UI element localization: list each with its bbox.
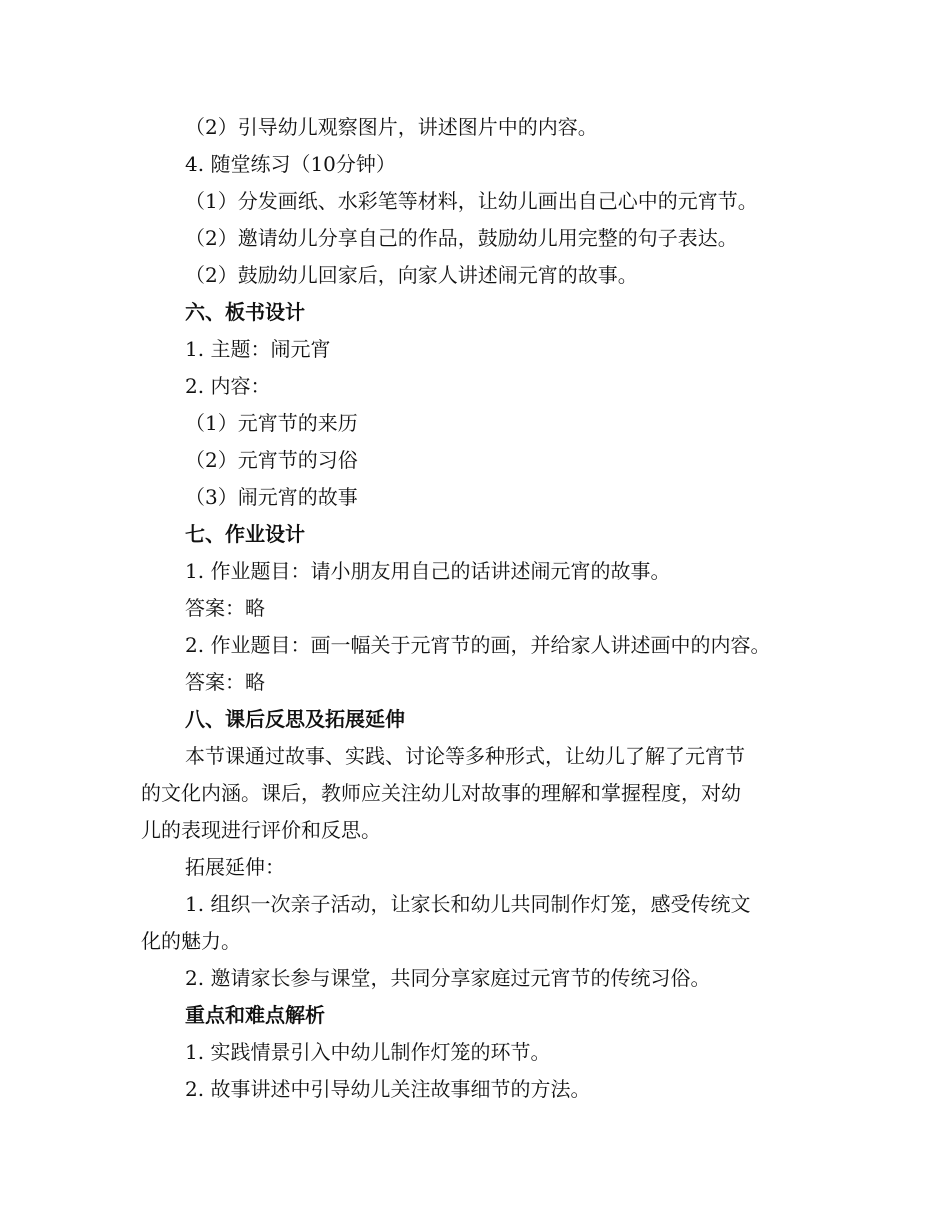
text-line: （1）元宵节的来历: [185, 411, 358, 435]
section-heading: 八、课后反思及拓展延伸: [185, 707, 405, 731]
text-line: （2）引导幼儿观察图片，讲述图片中的内容。: [185, 115, 598, 139]
section-heading: 六、板书设计: [185, 300, 305, 324]
text-line: 拓展延伸：: [185, 855, 285, 879]
text-line: 的文化内涵。课后，教师应关注幼儿对故事的理解和掌握程度，对幼: [141, 781, 741, 805]
text-line: （2）元宵节的习俗: [185, 448, 358, 472]
text-line: 4. 随堂练习（10分钟）: [185, 152, 396, 176]
text-line: （3）闹元宵的故事: [185, 485, 358, 509]
text-line: 答案：略: [185, 670, 265, 694]
text-line: 1. 实践情景引入中幼儿制作灯笼的环节。: [185, 1040, 551, 1064]
text-line: 1. 组织一次亲子活动，让家长和幼儿共同制作灯笼，感受传统文: [185, 892, 751, 916]
text-line: 2. 邀请家长参与课堂，共同分享家庭过元宵节的传统习俗。: [185, 966, 711, 990]
section-heading: 七、作业设计: [185, 522, 305, 546]
text-line: 1. 主题：闹元宵: [185, 337, 331, 361]
text-line: （2）鼓励幼儿回家后，向家人讲述闹元宵的故事。: [185, 263, 638, 287]
section-heading: 重点和难点解析: [185, 1003, 325, 1027]
text-line: （2）邀请幼儿分享自己的作品，鼓励幼儿用完整的句子表达。: [185, 226, 738, 250]
text-line: 本节课通过故事、实践、讨论等多种形式，让幼儿了解了元宵节: [185, 744, 745, 768]
text-line: 2. 内容：: [185, 374, 271, 398]
text-line: 化的魅力。: [141, 929, 241, 953]
text-line: 2. 作业题目：画一幅关于元宵节的画，并给家人讲述画中的内容。: [185, 633, 771, 657]
text-line: 儿的表现进行评价和反思。: [141, 818, 381, 842]
text-line: 答案：略: [185, 596, 265, 620]
text-line: （1）分发画纸、水彩笔等材料，让幼儿画出自己心中的元宵节。: [185, 189, 758, 213]
text-line: 2. 故事讲述中引导幼儿关注故事细节的方法。: [185, 1077, 591, 1101]
text-line: 1. 作业题目：请小朋友用自己的话讲述闹元宵的故事。: [185, 559, 671, 583]
